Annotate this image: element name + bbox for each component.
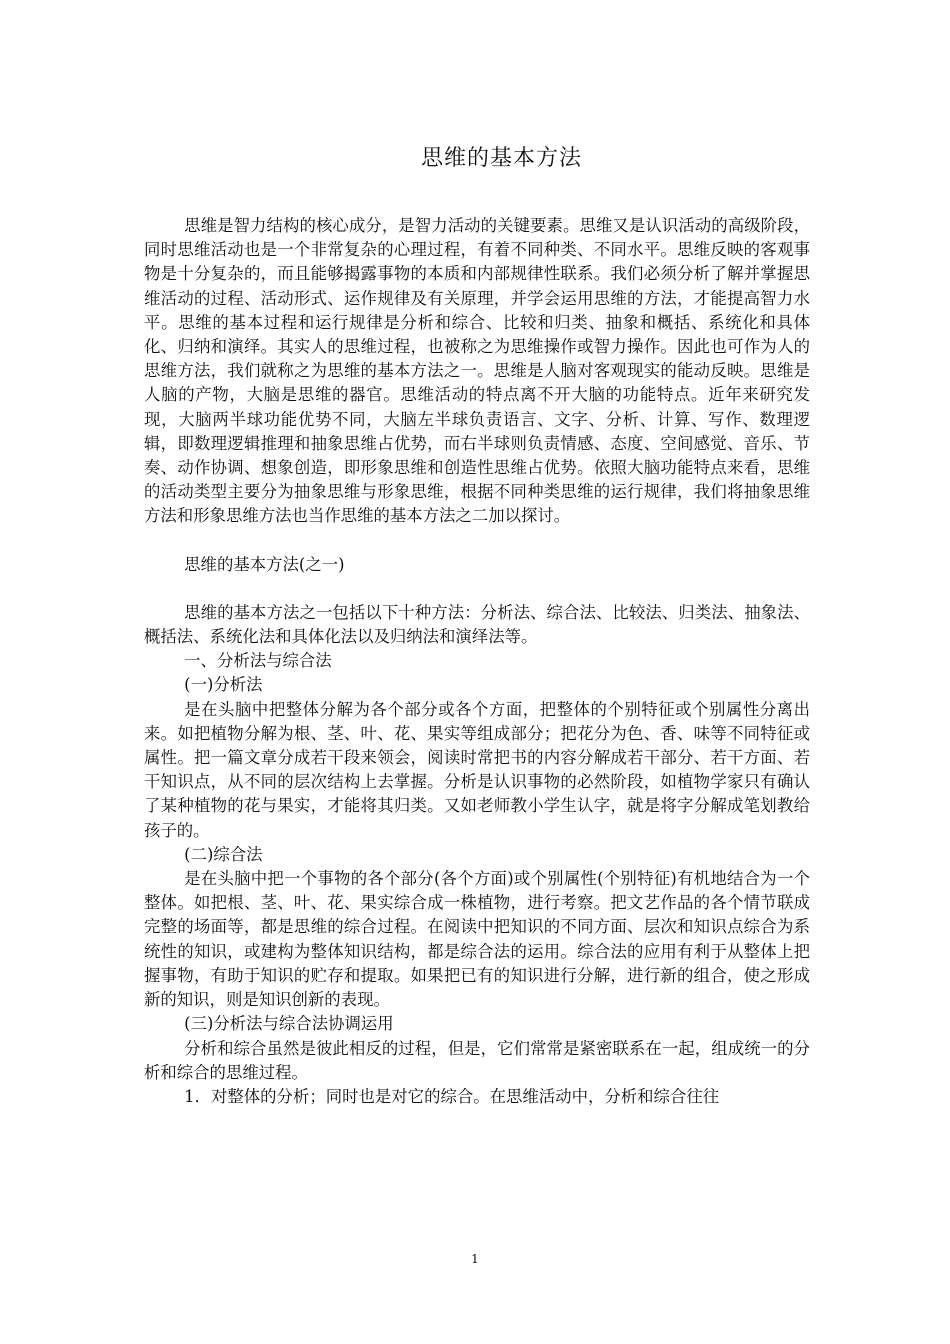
item-heading-synthesis: (二)综合法 bbox=[184, 844, 263, 864]
paragraph-methods-overview: 思维的基本方法之一包括以下十种方法：分析法、综合法、比较法、归类法、抽象法、概括法、系统化法和具体化法以及归纳法和演绎法等。 bbox=[144, 602, 810, 647]
paragraph-intro: 思维是智力结构的核心成分，是智力活动的关键要素。思维又是认识活动的高级阶段，同时思维活动也是一个非常复杂的心理过程，有着不同种类、不同水平。思维反映的客观事物是十分复杂的，而且能够揭露事物的本质和内部规律性联系。我们必须分析了解并掌握思维活动的过程、活动形式、运作规律及有关原理，并学会运用思维的方法，才能提高智力水平。思维的基本过程和运行规律是分析和综合、比较和归类、抽象和概括、系统化和具体化、归纳和演绎。其实人的思维过程，也被称之为思维操作或智力操作。因此也可作为人的思维方法，我们就称之为思维的基本方法之一。思维是人脑对客观现实的能动反映。思维是人脑的产物，大脑是思维的器官。思维活动的特点离不开大脑的功能特点。近年来研究发现，大脑两半球功能优势不同，大脑左半球负责语言、文字、分析、计算、写作、数理逻辑，即数理逻辑推理和抽象思维占优势，而右半球则负责情感、态度、空间感觉、音乐、节奏、动作协调、想象创造，即形象思维和创造性思维占优势。依照大脑功能特点来看，思维的活动类型主要分为抽象思维与形象思维，根据不同种类思维的运行规律，我们将抽象思维方法和形象思维方法也当作思维的基本方法之二加以探讨。 bbox=[144, 216, 810, 526]
item-heading-analysis: (一)分析法 bbox=[184, 675, 263, 695]
page-number: 1 bbox=[471, 1252, 479, 1266]
subsection-heading: 一、分析法与综合法 bbox=[184, 651, 332, 671]
paragraph-analysis: 是在头脑中把整体分解为各个部分或各个方面，把整体的个别特征或个别属性分离出来。如把植物分解为根、茎、叶、花、果实等组成部分；把花分为色、香、味等不同特征或属性。把一篇文章分成若干段来领会，阅读时常把书的内容分解成若干部分、若干方面、若干知识点，从不同的层次结构上去掌握。分析是认识事物的必然阶段，如植物学家只有确认了某种植物的花与果实，才能将其归类。又如老师教小学生认字，就是将字分解成笔划教给孩子的。 bbox=[144, 699, 810, 840]
paragraph-point-1: 1．对整体的分析；同时也是对它的综合。在思维活动中，分析和综合往往 bbox=[184, 1086, 720, 1106]
document-title: 思维的基本方法 bbox=[420, 146, 582, 171]
paragraph-coordination: 分析和综合虽然是彼此相反的过程，但是，它们常常是紧密联系在一起，组成统一的分析和综合的思维过程。 bbox=[144, 1038, 810, 1082]
section-heading: 思维的基本方法(之一) bbox=[184, 554, 345, 574]
document-body bbox=[144, 214, 810, 1109]
item-heading-coordination: (三)分析法与综合法协调运用 bbox=[184, 1014, 394, 1034]
paragraph-synthesis: 是在头脑中把一个事物的各个部分(各个方面)或个别属性(个别特征)有机地结合为一个整体。如把根、茎、叶、花、果实综合成一株植物，进行考察。把文艺作品的各个情节联成完整的场面等，都是思维的综合过程。在阅读中把知识的不同方面、层次和知识点综合为系统性的知识，或建构为整体知识结构，都是综合法的运用。综合法的应用有利于从整体上把握事物，有助于知识的贮存和提取。如果把已有的知识进行分解，进行新的组合，使之形成新的知识，则是知识创新的表现。 bbox=[144, 869, 810, 1010]
